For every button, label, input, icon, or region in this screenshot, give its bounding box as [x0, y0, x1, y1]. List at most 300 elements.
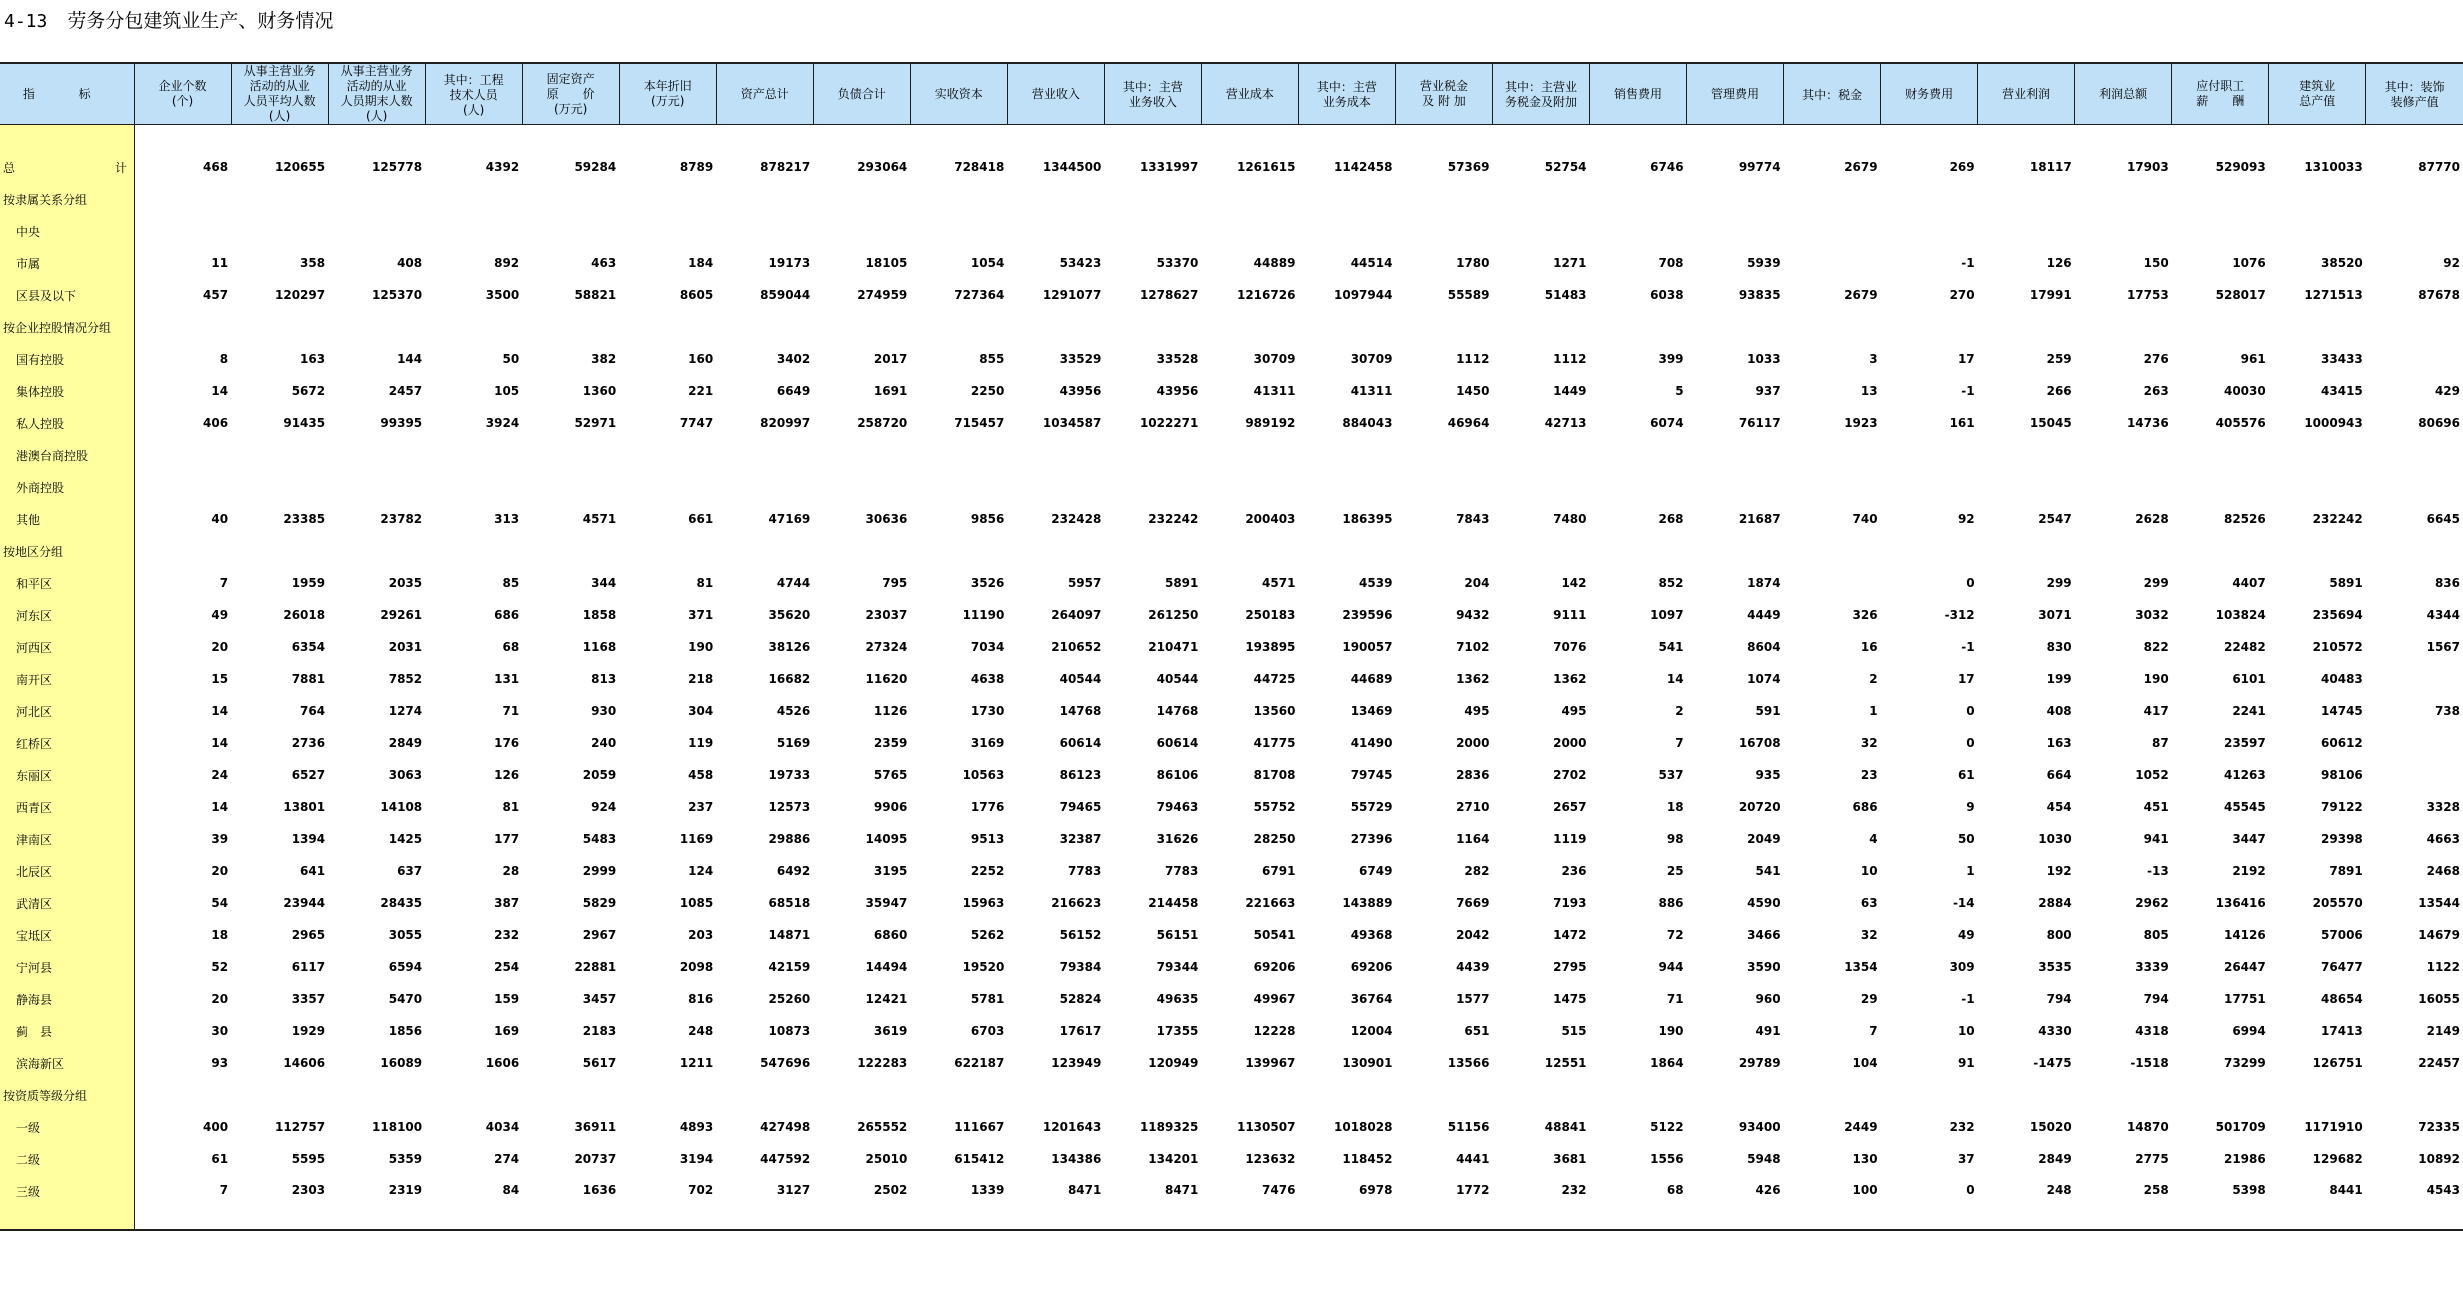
table-cell: 1291077: [1042, 288, 1102, 302]
table-cell: 3055: [388, 928, 423, 942]
table-cell: [1492, 471, 1589, 503]
table-cell: 200403: [1245, 512, 1296, 526]
table-cell: 124: [688, 864, 714, 878]
header-row: [0, 63, 2463, 125]
table-cell: 2: [1869, 672, 1878, 686]
table-cell: [1201, 183, 1298, 215]
table-cell: 126: [494, 768, 520, 782]
table-cell: 805: [2143, 928, 2169, 942]
table-cell: 56152: [1059, 928, 1102, 942]
table-cell: 454: [2046, 800, 2072, 814]
table-cell: 13801: [283, 800, 326, 814]
table-cell: 6703: [970, 1024, 1005, 1038]
table-cell: 17355: [1156, 1024, 1199, 1038]
table-cell: 1362: [1553, 672, 1587, 686]
table-cell: 937: [1755, 384, 1781, 398]
table-cell: 125370: [372, 288, 423, 302]
table-cell: 103824: [2215, 608, 2266, 622]
table-cell: 4638: [970, 672, 1005, 686]
table-cell: 2502: [813, 1175, 910, 1230]
table-cell: 236: [1561, 864, 1587, 878]
table-cell: 457: [203, 288, 229, 302]
table-cell: 5948: [1747, 1152, 1781, 1166]
column-header: 营业利润: [1978, 63, 2075, 125]
table-cell: [1104, 535, 1201, 567]
table-cell: 32387: [1059, 832, 1102, 846]
table-cell: 7102: [1456, 640, 1490, 654]
table-cell: 830: [2046, 640, 2072, 654]
table-cell: 161: [1949, 416, 1975, 430]
table-cell: 52824: [1059, 992, 1102, 1006]
table-cell: [1298, 311, 1395, 343]
table-cell: 12551: [1544, 1056, 1587, 1070]
table-cell: 46964: [1447, 416, 1490, 430]
table-cell: 26447: [2223, 960, 2266, 974]
table-cell: 0: [1966, 576, 1975, 590]
table-cell: 5765: [873, 768, 908, 782]
table-cell: 142: [1561, 576, 1587, 590]
table-cell: 4663: [2426, 832, 2460, 846]
table-cell: 1362: [1456, 672, 1490, 686]
table-cell: [134, 439, 231, 471]
table-cell: 61: [211, 1152, 229, 1166]
table-cell: 1034587: [1042, 416, 1102, 430]
table-cell: 16055: [2418, 992, 2460, 1006]
table-cell: 1691: [873, 384, 908, 398]
table-cell: 218: [688, 672, 714, 686]
table-cell: 18: [211, 928, 229, 942]
table-cell: 20: [211, 864, 229, 878]
table-cell: 13469: [1350, 704, 1393, 718]
table-cell: 248: [1978, 1175, 2075, 1230]
group-row: [0, 1079, 2463, 1111]
table-cell: 6746: [1650, 160, 1684, 174]
table-row: [0, 439, 2463, 471]
column-header: 资产总计: [716, 63, 813, 125]
table-cell: [2172, 471, 2269, 503]
table-cell: 122283: [857, 1056, 908, 1070]
table-cell: 36911: [574, 1120, 617, 1134]
spacer-cell: [2075, 125, 2172, 152]
table-cell: 1449: [1553, 384, 1587, 398]
table-cell: 1074: [1747, 672, 1781, 686]
table-cell: 1126: [873, 704, 908, 718]
table-cell: [522, 183, 619, 215]
row-label: 外商控股: [0, 471, 134, 503]
spacer-cell: [1784, 125, 1881, 152]
table-cell: 7669: [1456, 896, 1490, 910]
table-cell: [2075, 183, 2172, 215]
table-cell: [1978, 1079, 2075, 1111]
table-cell: [134, 183, 231, 215]
table-cell: 129682: [2312, 1152, 2363, 1166]
table-cell: 2183: [582, 1024, 617, 1038]
table-cell: 42713: [1544, 416, 1587, 430]
table-cell: 3032: [2135, 608, 2169, 622]
table-cell: 3339: [2135, 960, 2169, 974]
table-cell: 1394: [291, 832, 326, 846]
table-cell: 537: [1658, 768, 1684, 782]
table-cell: [1007, 183, 1104, 215]
table-cell: 10892: [2418, 1152, 2460, 1166]
table-cell: 3457: [582, 992, 617, 1006]
table-cell: 50: [502, 352, 520, 366]
table-row: [0, 1143, 2463, 1175]
table-cell: 795: [882, 576, 908, 590]
table-cell: 221663: [1245, 896, 1296, 910]
table-cell: 14736: [2126, 416, 2169, 430]
table-cell: [1492, 215, 1589, 247]
table-cell: 55752: [1253, 800, 1296, 814]
table-cell: 3447: [2232, 832, 2266, 846]
row-label: 港澳台商控股: [0, 439, 134, 471]
table-cell: 268: [1658, 512, 1684, 526]
spacer-cell: [2269, 125, 2366, 152]
table-cell: [2366, 471, 2463, 503]
table-cell: 7: [1869, 1024, 1878, 1038]
table-cell: 123632: [1245, 1152, 1296, 1166]
row-label: 河西区: [0, 631, 134, 663]
row-label: 私人控股: [0, 407, 134, 439]
table-cell: [1687, 311, 1784, 343]
table-cell: 14679: [2418, 928, 2460, 942]
table-cell: [2269, 183, 2366, 215]
table-cell: [1590, 311, 1687, 343]
table-cell: 1475: [1553, 992, 1587, 1006]
table-cell: 5262: [970, 928, 1005, 942]
table-cell: 205570: [2312, 896, 2363, 910]
table-cell: 193895: [1245, 640, 1296, 654]
table-cell: [328, 535, 425, 567]
table-cell: 27396: [1350, 832, 1393, 846]
table-cell: 1929: [291, 1024, 326, 1038]
table-cell: 6594: [388, 960, 423, 974]
table-cell: 1344500: [1042, 160, 1102, 174]
table-cell: 32: [1860, 736, 1878, 750]
table-cell: [1201, 311, 1298, 343]
table-cell: 69206: [1350, 960, 1393, 974]
table-cell: [1492, 439, 1589, 471]
column-header: 固定资产 原 价 (万元): [522, 63, 619, 125]
table-cell: 1780: [1456, 256, 1490, 270]
table-cell: 2679: [1844, 160, 1878, 174]
spacer-cell: [619, 125, 716, 152]
table-cell: 25260: [768, 992, 811, 1006]
table-cell: [522, 535, 619, 567]
table-cell: 40544: [1059, 672, 1102, 686]
table-cell: 1577: [1456, 992, 1490, 1006]
table-cell: [2269, 439, 2366, 471]
table-cell: 7783: [1164, 864, 1199, 878]
table-cell: 5: [1675, 384, 1684, 398]
table-cell: [522, 311, 619, 343]
table-cell: 99774: [1738, 160, 1781, 174]
table-cell: 12421: [865, 992, 908, 1006]
table-cell: 458: [688, 768, 714, 782]
table-cell: 4407: [2232, 576, 2266, 590]
table-cell: 60614: [1156, 736, 1199, 750]
table-cell: 2962: [2135, 896, 2169, 910]
table-cell: 17: [1957, 672, 1975, 686]
table-cell: 71: [1666, 992, 1684, 1006]
table-cell: [910, 439, 1007, 471]
spacer-cell: [328, 125, 425, 152]
table-cell: 28: [502, 864, 520, 878]
table-cell: 33528: [1156, 352, 1199, 366]
table-cell: 49967: [1253, 992, 1296, 1006]
table-cell: 2042: [1456, 928, 1490, 942]
table-cell: [1201, 439, 1298, 471]
page-title: [4, 6, 333, 33]
table-cell: 4392: [485, 160, 520, 174]
table-cell: 177: [494, 832, 520, 846]
table-cell: 20: [211, 992, 229, 1006]
table-cell: 1278627: [1139, 288, 1199, 302]
table-cell: 6649: [776, 384, 811, 398]
table-cell: 68: [1590, 1175, 1687, 1230]
table-cell: [1978, 535, 2075, 567]
table-cell: [134, 215, 231, 247]
table-cell: 259: [2046, 352, 2072, 366]
spacer-cell: [910, 125, 1007, 152]
table-cell: 22881: [574, 960, 617, 974]
table-cell: [522, 1079, 619, 1111]
table-cell: 1085: [679, 896, 714, 910]
table-row: [0, 1175, 2463, 1230]
table-cell: [425, 1079, 522, 1111]
table-cell: 816: [688, 992, 714, 1006]
table-cell: 12573: [768, 800, 811, 814]
table-cell: 38520: [2321, 256, 2363, 270]
table-cell: 1271513: [2304, 288, 2363, 302]
table-cell: 98: [1666, 832, 1684, 846]
table-cell: [425, 535, 522, 567]
table-cell: 715457: [954, 416, 1005, 430]
table-cell: 13: [1860, 384, 1878, 398]
table-cell: 9432: [1456, 608, 1490, 622]
table-cell: 130901: [1342, 1056, 1393, 1070]
table-cell: 49: [211, 608, 229, 622]
table-cell: 2710: [1456, 800, 1490, 814]
group-row: [0, 311, 2463, 343]
table-cell: 159: [494, 992, 520, 1006]
table-cell: 2547: [2038, 512, 2072, 526]
table-row: [0, 343, 2463, 375]
table-cell: 118100: [372, 1120, 423, 1134]
table-cell: 878217: [760, 160, 811, 174]
table-cell: [1687, 215, 1784, 247]
table-cell: [2172, 311, 2269, 343]
table-cell: 254: [494, 960, 520, 974]
table-cell: 14: [211, 704, 229, 718]
table-cell: 7747: [679, 416, 714, 430]
table-cell: 2457: [388, 384, 423, 398]
table-body: [0, 125, 2463, 1231]
table-cell: [716, 439, 813, 471]
table-cell: 6791: [1262, 864, 1296, 878]
table-cell: [2366, 663, 2463, 695]
table-cell: 13544: [2418, 896, 2460, 910]
table-cell: [2172, 439, 2269, 471]
table-cell: [910, 215, 1007, 247]
table-cell: 6749: [1359, 864, 1393, 878]
row-label: 宁河县: [0, 951, 134, 983]
table-cell: 1112: [1553, 352, 1587, 366]
table-cell: 44889: [1253, 256, 1296, 270]
table-cell: 190: [688, 640, 714, 654]
table-cell: 6860: [873, 928, 908, 942]
table-cell: 52971: [574, 416, 617, 430]
table-cell: 764: [300, 704, 326, 718]
table-cell: 29789: [1738, 1056, 1781, 1070]
table-cell: [716, 471, 813, 503]
table-cell: 19520: [962, 960, 1005, 974]
table-cell: [619, 183, 716, 215]
table-cell: 2628: [2135, 512, 2169, 526]
table-cell: 5398: [2172, 1175, 2269, 1230]
table-cell: 45545: [2223, 800, 2266, 814]
table-cell: [1881, 1079, 1978, 1111]
spacer-cell: [1201, 125, 1298, 152]
table-cell: 14494: [865, 960, 908, 974]
spacer-cell: [134, 125, 231, 152]
row-label: 三级: [0, 1175, 134, 1230]
table-cell: 313: [494, 512, 520, 526]
table-cell: 2468: [2426, 864, 2460, 878]
table-cell: 105: [494, 384, 520, 398]
table-cell: [2172, 535, 2269, 567]
table-cell: 41775: [1253, 736, 1296, 750]
table-cell: [1492, 1079, 1589, 1111]
table-cell: 528017: [2215, 288, 2266, 302]
table-cell: 5891: [1164, 576, 1199, 590]
table-cell: 3590: [1747, 960, 1781, 974]
table-cell: [1784, 471, 1881, 503]
table-cell: 176: [494, 736, 520, 750]
table-cell: 44689: [1350, 672, 1393, 686]
table-cell: 19733: [768, 768, 811, 782]
table-cell: [425, 439, 522, 471]
table-cell: 126751: [2312, 1056, 2363, 1070]
table-cell: [1395, 215, 1492, 247]
table-cell: 47169: [768, 512, 811, 526]
table-cell: 3063: [388, 768, 423, 782]
table-cell: 5957: [1067, 576, 1102, 590]
table-cell: 23597: [2223, 736, 2266, 750]
table-cell: 5595: [291, 1152, 326, 1166]
spacer-cell: [425, 125, 522, 152]
table-cell: 118452: [1342, 1152, 1393, 1166]
table-cell: 382: [591, 352, 617, 366]
column-header: 其中：装饰 装修产值: [2366, 63, 2463, 125]
table-cell: [1492, 311, 1589, 343]
table-cell: 93835: [1738, 288, 1781, 302]
table-cell: 1216726: [1236, 288, 1296, 302]
table-cell: 7843: [1456, 512, 1490, 526]
table-cell: 120655: [275, 160, 326, 174]
table-cell: 6994: [2232, 1024, 2266, 1038]
table-cell: 61: [1957, 768, 1975, 782]
table-cell: 491: [1755, 1024, 1781, 1038]
table-cell: 5781: [970, 992, 1005, 1006]
table-cell: 9906: [873, 800, 908, 814]
table-cell: [1395, 183, 1492, 215]
table-cell: [2366, 215, 2463, 247]
table-cell: [1978, 311, 2075, 343]
table-row: [0, 919, 2463, 951]
row-label: 二级: [0, 1143, 134, 1175]
table-row: [0, 823, 2463, 855]
table-cell: [1395, 535, 1492, 567]
table-cell: 53370: [1156, 256, 1199, 270]
table-cell: 406: [203, 416, 229, 430]
table-cell: 800: [2046, 928, 2072, 942]
table-cell: 1168: [582, 640, 617, 654]
table-cell: [1395, 311, 1492, 343]
table-cell: [2269, 471, 2366, 503]
table-cell: 3619: [873, 1024, 908, 1038]
table-cell: 2657: [1553, 800, 1587, 814]
table-cell: [328, 215, 425, 247]
row-label: 总 计: [0, 151, 134, 183]
table-cell: 163: [2046, 736, 2072, 750]
table-cell: [1007, 535, 1104, 567]
table-cell: [2172, 183, 2269, 215]
table-cell: 886: [1658, 896, 1684, 910]
column-header: 其中：主营 业务收入: [1104, 63, 1201, 125]
table-cell: 192: [2046, 864, 2072, 878]
table-cell: 57369: [1447, 160, 1490, 174]
table-cell: 12228: [1253, 1024, 1296, 1038]
table-cell: 16: [1860, 640, 1878, 654]
table-cell: 40483: [2321, 672, 2363, 686]
table-cell: -14: [1952, 896, 1975, 910]
table-cell: 1164: [1456, 832, 1490, 846]
table-cell: 4893: [679, 1120, 714, 1134]
table-row: [0, 759, 2463, 791]
table-cell: -1: [1961, 384, 1975, 398]
table-cell: 30709: [1253, 352, 1296, 366]
table-cell: 270: [1949, 288, 1975, 302]
table-cell: [328, 1079, 425, 1111]
table-number: 4-13: [4, 11, 48, 32]
column-header: 应付职工 薪 酬: [2172, 63, 2269, 125]
spacer-cell: [1395, 125, 1492, 152]
table-cell: 4571: [582, 512, 617, 526]
table-cell: [1978, 215, 2075, 247]
table-cell: 123949: [1051, 1056, 1102, 1070]
column-header: 营业收入: [1007, 63, 1104, 125]
table-cell: 237: [688, 800, 714, 814]
table-cell: 738: [2434, 704, 2460, 718]
table-cell: [1784, 215, 1881, 247]
table-cell: 125778: [372, 160, 423, 174]
table-cell: [619, 215, 716, 247]
table-cell: 221: [688, 384, 714, 398]
table-cell: 686: [494, 608, 520, 622]
row-label: 河北区: [0, 695, 134, 727]
table-cell: 5122: [1650, 1120, 1684, 1134]
table-cell: 276: [2143, 352, 2169, 366]
spacer-cell: [2366, 125, 2463, 152]
table-cell: 4330: [2038, 1024, 2072, 1038]
table-cell: 163: [300, 352, 326, 366]
spacer-cell: [1978, 125, 2075, 152]
table-cell: [2366, 759, 2463, 791]
table-cell: 10: [1860, 864, 1878, 878]
table-row: [0, 791, 2463, 823]
table-cell: 35620: [768, 608, 811, 622]
